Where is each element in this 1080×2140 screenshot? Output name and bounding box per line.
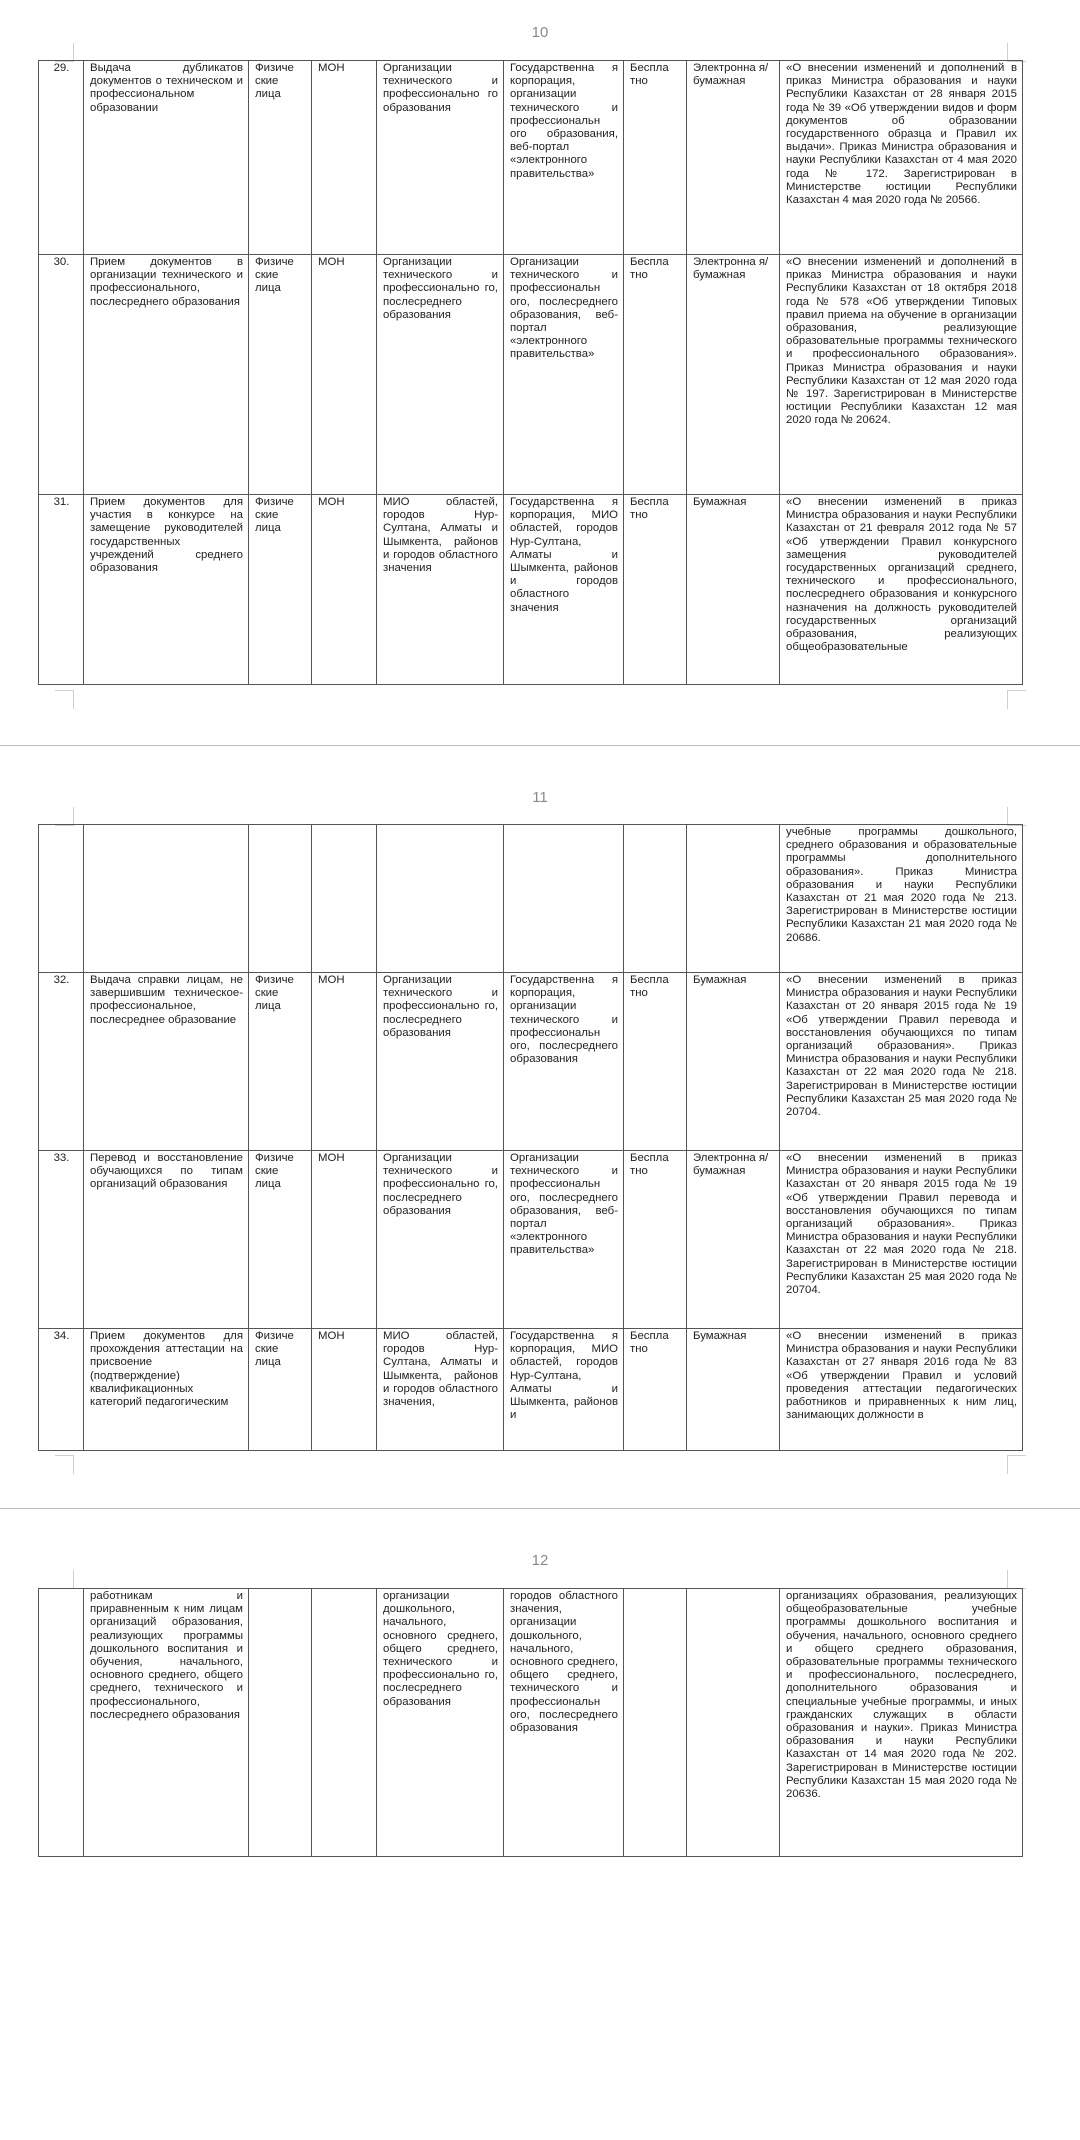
row-number	[39, 1589, 84, 1857]
table-row	[39, 825, 1023, 973]
table-row	[39, 1151, 1023, 1329]
legal-basis: «О внесении изменений в приказ Министра образования и науки Республики Казахстан от 20 января 2015 года № 19 «Об утверждении Правил перевода и восстановления обучающихся по типам организаций образования». Приказ Министра образования и науки Республики Казахстан от 22 мая 2020 года № 218. Зарегистрирован в Министерстве юстиции Республики Казахстан 25 мая 2020 года № 20704.	[780, 1151, 1023, 1329]
table-row	[39, 973, 1023, 1151]
service-recipient: Физиче ские лица	[249, 255, 312, 495]
service-recipient	[249, 1589, 312, 1857]
service-cost: Беспла тно	[624, 1329, 687, 1451]
page-corner-mark	[55, 1570, 74, 1589]
service-cost: Беспла тно	[624, 495, 687, 685]
service-recipient	[249, 825, 312, 973]
service-form: Электронна я/бумажная	[687, 255, 780, 495]
service-provider: МИО областей, городов Нур-Султана, Алматы и Шымкента, районов и городов областного значения	[377, 495, 504, 685]
application-intake: Государственна я корпорация, МИО областей, городов Нур-Султана, Алматы и Шымкента, районов и городов областного значения	[504, 495, 624, 685]
table-row	[39, 1589, 1023, 1857]
service-name: Перевод и восстановление обучающихся по типам организаций образования	[84, 1151, 249, 1329]
service-form: Бумажная	[687, 1329, 780, 1451]
service-provider: организации дошкольного, начального, основного среднего, общего среднего, технического и профессионально го, послесреднего образования	[377, 1589, 504, 1857]
application-intake: Организации технического и профессиональн ого, послесреднего образования, веб-портал «электронного правительства»	[504, 1151, 624, 1329]
services-table	[38, 60, 1023, 685]
service-cost: Беспла тно	[624, 61, 687, 255]
application-intake: Государственна я корпорация, МИО областей, городов Нур-Султана, Алматы и Шымкента, районов и	[504, 1329, 624, 1451]
service-cost: Беспла тно	[624, 973, 687, 1151]
service-cost: Беспла тно	[624, 1151, 687, 1329]
services-table	[38, 1588, 1023, 1857]
service-recipient: Физиче ские лица	[249, 495, 312, 685]
page-corner-mark	[1007, 1455, 1026, 1474]
service-form: Бумажная	[687, 973, 780, 1151]
page-corner-mark	[55, 1455, 74, 1474]
ministry	[312, 825, 377, 973]
page-separator	[0, 1508, 1080, 1509]
ministry: МОН	[312, 973, 377, 1151]
row-number: 30.	[39, 255, 84, 495]
service-cost: Беспла тно	[624, 255, 687, 495]
service-provider: Организации технического и профессионально го, послесреднего образования	[377, 973, 504, 1151]
document-page-12	[0, 1528, 1080, 2140]
row-number: 34.	[39, 1329, 84, 1451]
service-form	[687, 1589, 780, 1857]
service-provider	[377, 825, 504, 973]
legal-basis: «О внесении изменений и дополнений в приказ Министра образования и науки Республики Казахстан от 28 января 2015 года № 39 «Об утверждении видов и форм документов об образовании государственного образца и Правил их выдачи». Приказ Министра образования и науки Республики Казахстан от 4 мая 2020 года № 172. Зарегистрирован в Министерстве юстиции Республики Казахстан 4 мая 2020 года № 20566.	[780, 61, 1023, 255]
service-provider: МИО областей, городов Нур-Султана, Алматы и Шымкента, районов и городов областного значения,	[377, 1329, 504, 1451]
legal-basis: «О внесении изменений и дополнений в приказ Министра образования и науки Республики Казахстан от 18 октября 2018 года № 578 «Об утверждении Типовых правил приема на обучение в организации образования, реализующие образовательные программы технического и профессионального образования». Приказ Министра образования и науки Республики Казахстан от 12 мая 2020 года № 197. Зарегистрирован в Министерстве юстиции Республики Казахстан 12 мая 2020 года № 20624.	[780, 255, 1023, 495]
table-row	[39, 495, 1023, 685]
row-number: 33.	[39, 1151, 84, 1329]
service-name: Выдача справки лицам, не завершившим техническое-профессиональное, послесреднее образование	[84, 973, 249, 1151]
ministry: МОН	[312, 61, 377, 255]
application-intake: Государственна я корпорация, организации технического и профессиональн ого, послесреднего образования	[504, 973, 624, 1151]
service-name: работникам и приравненным к ним лицам организаций образования, реализующих программы дошкольного воспитания и обучения, начального, основного среднего, общего среднего, технического и профессионального, послесреднего образования	[84, 1589, 249, 1857]
services-table	[38, 824, 1023, 1451]
service-form	[687, 825, 780, 973]
ministry: МОН	[312, 255, 377, 495]
legal-basis: учебные программы дошкольного, среднего образования и образовательные программы дополнительного образования». Приказ Министра образования и науки Республики Казахстан от 21 мая 2020 года № 213. Зарегистрирован в Министерстве юстиции Республики Казахстан 21 мая 2020 года № 20686.	[780, 825, 1023, 973]
application-intake: Государственна я корпорация, организации технического и профессиональн ого образования, веб-портал «электронного правительства»	[504, 61, 624, 255]
service-provider: Организации технического и профессионально го, послесреднего образования	[377, 255, 504, 495]
page-separator	[0, 745, 1080, 746]
document-page-10	[0, 0, 1080, 745]
service-cost	[624, 825, 687, 973]
service-recipient: Физиче ские лица	[249, 973, 312, 1151]
service-cost	[624, 1589, 687, 1857]
service-name: Прием документов для прохождения аттестации на присвоение (подтверждение) квалификационных категорий педагогическим	[84, 1329, 249, 1451]
service-form: Электронна я/бумажная	[687, 1151, 780, 1329]
table-row	[39, 1329, 1023, 1451]
service-form: Бумажная	[687, 495, 780, 685]
legal-basis: «О внесении изменений в приказ Министра образования и науки Республики Казахстан от 20 января 2015 года № 19 «Об утверждении Правил перевода и восстановления обучающихся по типам организаций образования». Приказ Министра образования и науки Республики Казахстан от 22 мая 2020 года № 218. Зарегистрирован в Министерстве юстиции Республики Казахстан 25 мая 2020 года № 20704.	[780, 973, 1023, 1151]
row-number: 32.	[39, 973, 84, 1151]
legal-basis: «О внесении изменений в приказ Министра образования и науки Республики Казахстан от 21 февраля 2012 года № 57 «Об утверждении Правил конкурсного замещения руководителей государственных организаций среднего, технического и профессионального, послесреднего образования и конкурсного назначения на должность руководителей государственных организаций образования, реализующих общеобразовательные	[780, 495, 1023, 685]
ministry: МОН	[312, 1329, 377, 1451]
application-intake	[504, 825, 624, 973]
ministry: МОН	[312, 495, 377, 685]
service-recipient: Физиче ские лица	[249, 1151, 312, 1329]
service-name: Выдача дубликатов документов о техническом и профессиональном образовании	[84, 61, 249, 255]
service-recipient: Физиче ские лица	[249, 1329, 312, 1451]
application-intake: Организации технического и профессиональн ого, послесреднего образования, веб-портал «электронного правительства»	[504, 255, 624, 495]
service-name	[84, 825, 249, 973]
page-corner-mark	[1007, 1570, 1026, 1589]
row-number: 31.	[39, 495, 84, 685]
legal-basis: организациях образования, реализующих общеобразовательные учебные программы дошкольного воспитания и обучения, начального, основного среднего и общего среднего образования, образовательные программы технического и профессионального, послесреднего, дополнительного образования и специальные учебные программы, и иных гражданских служащих в области образования и науки». Приказ Министра образования и науки Республики Казахстан от 14 мая 2020 года № 202. Зарегистрирован в Министерстве юстиции Республики Казахстан 15 мая 2020 года № 20636.	[780, 1589, 1023, 1857]
service-recipient: Физиче ские лица	[249, 61, 312, 255]
row-number: 29.	[39, 61, 84, 255]
application-intake: городов областного значения, организации дошкольного, начального, основного среднего, общего среднего, технического и профессиональн ого, послесреднего образования	[504, 1589, 624, 1857]
service-name: Прием документов для участия в конкурсе на замещение руководителей государственных учреждений среднего образования	[84, 495, 249, 685]
legal-basis: «О внесении изменений в приказ Министра образования и науки Республики Казахстан от 27 января 2016 года № 83 «Об утверждении Правил и условий проведения аттестации педагогических работников и приравненных к ним лиц, занимающих должности в	[780, 1329, 1023, 1451]
ministry: МОН	[312, 1151, 377, 1329]
document-page-11	[0, 765, 1080, 1510]
page-corner-mark	[55, 690, 74, 709]
ministry	[312, 1589, 377, 1857]
service-form: Электронна я/бумажная	[687, 61, 780, 255]
page-corner-mark	[1007, 690, 1026, 709]
page-number: 11	[532, 789, 548, 806]
row-number	[39, 825, 84, 973]
table-row	[39, 255, 1023, 495]
service-provider: Организации технического и профессионально го образования	[377, 61, 504, 255]
page-number: 12	[531, 1552, 549, 1569]
page-number: 10	[531, 24, 549, 41]
service-name: Прием документов в организации технического и профессионального, послесреднего образования	[84, 255, 249, 495]
service-provider: Организации технического и профессионально го, послесреднего образования	[377, 1151, 504, 1329]
table-row	[39, 61, 1023, 255]
